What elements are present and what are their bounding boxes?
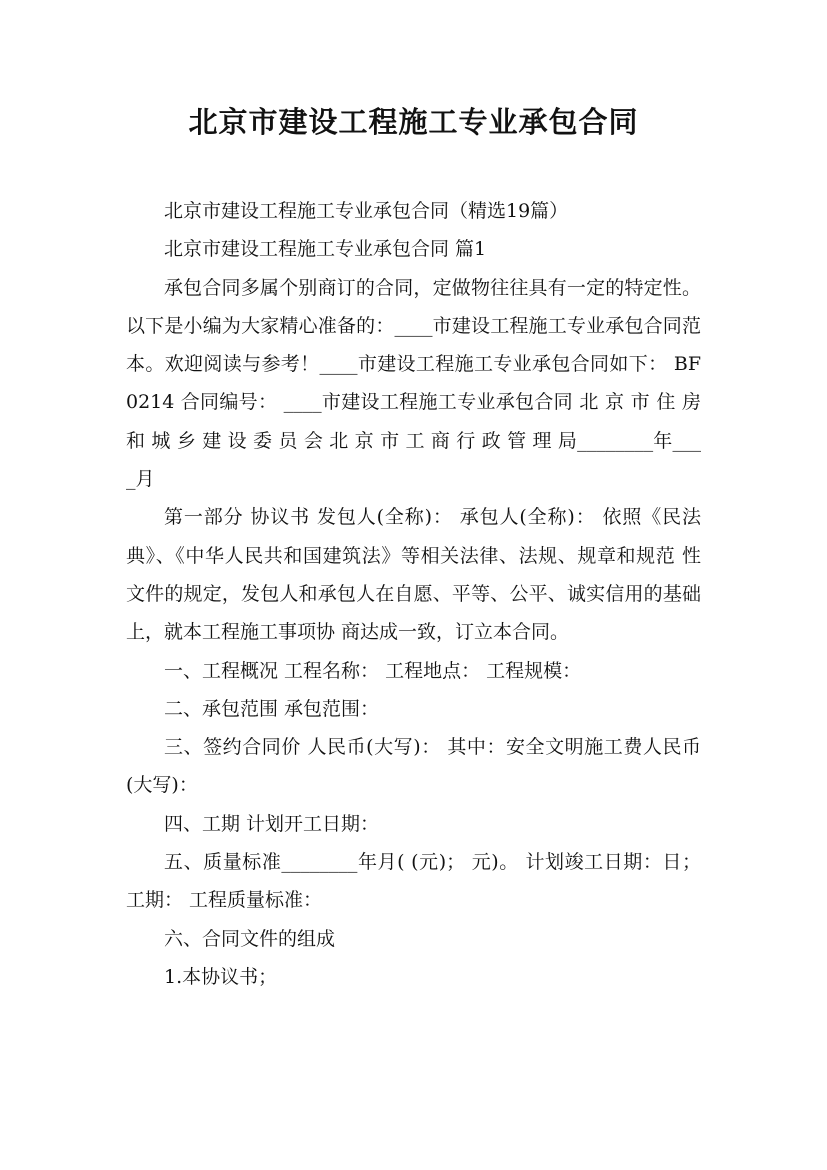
paragraph-chapter-heading: 北京市建设工程施工专业承包合同 篇1 bbox=[164, 238, 487, 261]
paragraph-part-one: 第一部分 协议书 发包人(全称)： 承包人(全称)： 依照《民法典》、《中华人民共和国建筑法》等相关法律、法规、规章和规范 性文件的规定，发包人和承包人在自愿、平等、公平、诚实信用的基础上，就本工程施工事项协 商达成一致，订立本合同。 bbox=[126, 506, 701, 644]
paragraph-intro: 承包合同多属个别商订的合同，定做物往往具有一定的特定性。以下是小编为大家精心准备的：____市建设工程施工专业承包合同范本。欢迎阅读与参考！____市建设工程施工专业承包合同如下： BF0214 合同编号： ____市建设工程施工专业承包合同 北 京 市 住 房 和 城 乡 建 设 委 员 会 北 京 市 工 商 行 政 管 理 局________年____月 bbox=[126, 276, 701, 491]
document-title: 北京市建设工程施工专业承包合同 bbox=[188, 105, 639, 139]
paragraph-schedule: 四、工期 计划开工日期： bbox=[164, 812, 380, 835]
document-body bbox=[126, 192, 701, 996]
paragraph-contract-documents: 六、合同文件的组成 bbox=[164, 927, 336, 950]
paragraph-quality-standard: 五、质量标准________年月( (元)； 元)。 计划竣工日期：日；工期： 工程质量标准： bbox=[126, 851, 701, 912]
paragraph-list-item-1: 1.本协议书； bbox=[164, 965, 278, 988]
paragraph-project-overview: 一、工程概况 工程名称： 工程地点： 工程规模： bbox=[164, 659, 582, 682]
paragraph-contract-price: 三、签约合同价 人民币(大写)： 其中：安全文明施工费人民币(大写)： bbox=[126, 736, 701, 797]
paragraph-subtitle: 北京市建设工程施工专业承包合同（精选19篇） bbox=[164, 200, 569, 222]
paragraph-contract-scope: 二、承包范围 承包范围： bbox=[164, 697, 380, 720]
